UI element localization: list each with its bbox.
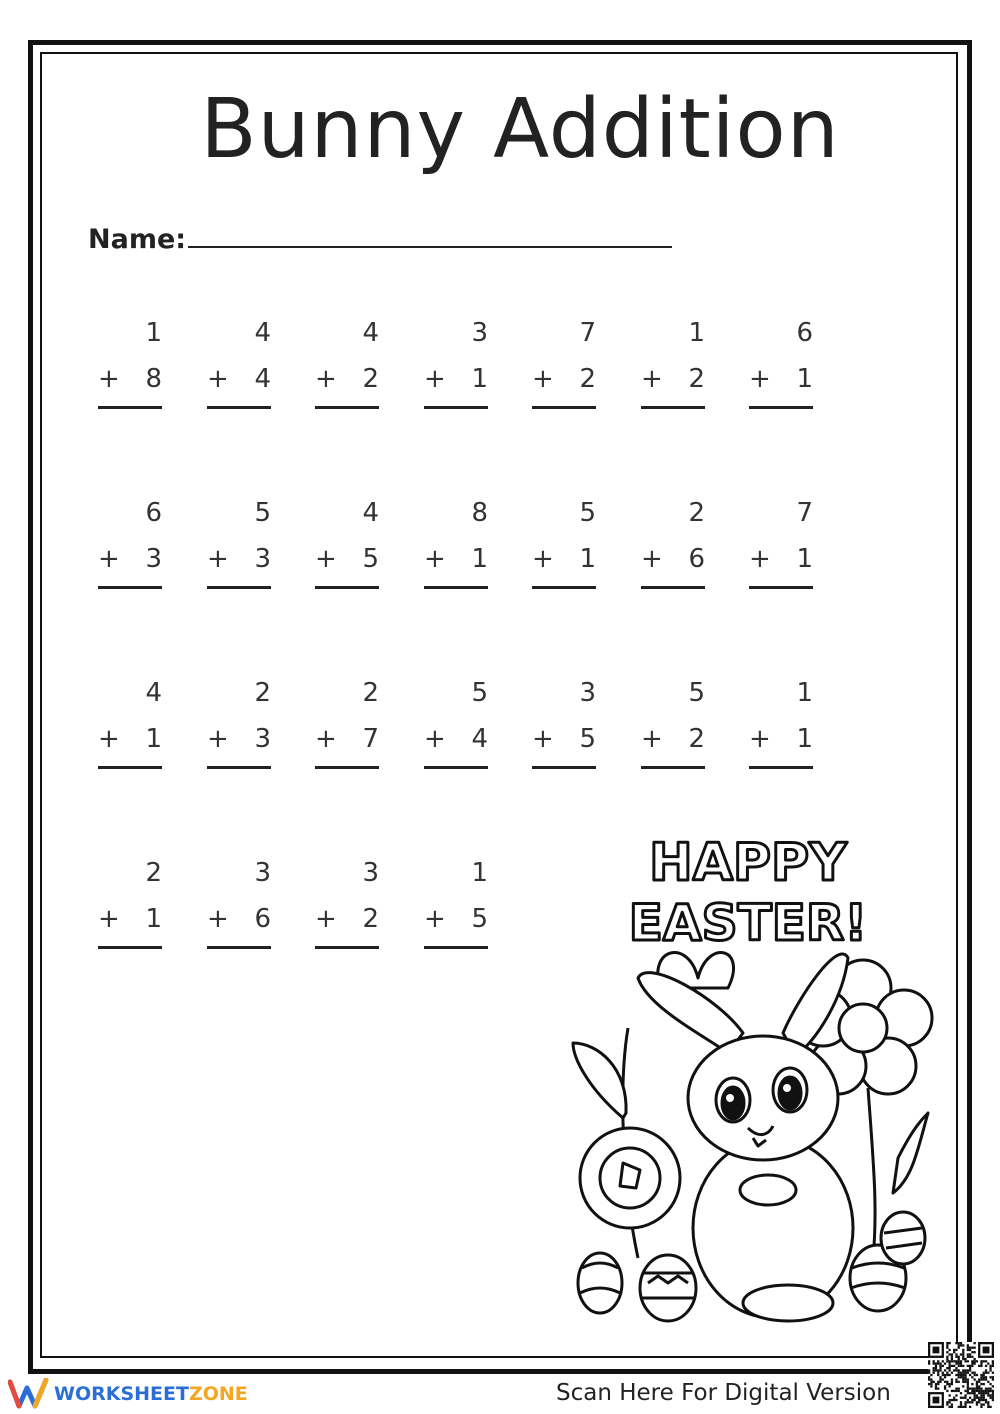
addition-problem	[315, 858, 379, 954]
plus-sign: +	[98, 904, 120, 934]
answer-line[interactable]	[424, 586, 488, 589]
flower-icon	[839, 1004, 887, 1052]
addend-bottom: 2	[579, 364, 596, 394]
addend-bottom: 1	[796, 364, 813, 394]
worksheetzone-logo[interactable]	[8, 1377, 248, 1411]
plus-sign: +	[641, 544, 663, 574]
addend-bottom: 1	[579, 544, 596, 574]
addend-top: 1	[145, 318, 162, 348]
banner-easter: EASTER!	[628, 894, 868, 952]
plus-sign: +	[424, 904, 446, 934]
answer-line[interactable]	[424, 406, 488, 409]
answer-line[interactable]	[207, 406, 271, 409]
addend-bottom: 5	[471, 904, 488, 934]
addend-bottom: 1	[471, 544, 488, 574]
addition-problem	[532, 678, 596, 774]
addend-top: 5	[254, 498, 271, 528]
addend-top: 5	[579, 498, 596, 528]
addend-top: 3	[579, 678, 596, 708]
plus-sign: +	[98, 364, 120, 394]
plus-sign: +	[641, 364, 663, 394]
addend-top: 3	[362, 858, 379, 888]
addition-problem	[749, 498, 813, 594]
addend-bottom: 2	[688, 364, 705, 394]
addition-problem	[532, 498, 596, 594]
addend-top: 5	[471, 678, 488, 708]
addition-problem	[749, 318, 813, 414]
answer-line[interactable]	[641, 766, 705, 769]
plus-sign: +	[315, 544, 337, 574]
addend-bottom: 1	[796, 544, 813, 574]
answer-line[interactable]	[315, 406, 379, 409]
addition-problem	[98, 498, 162, 594]
easter-bunny-illustration	[568, 828, 938, 1338]
answer-line[interactable]	[207, 586, 271, 589]
addition-problem	[641, 678, 705, 774]
plus-sign: +	[424, 544, 446, 574]
addition-problem	[424, 858, 488, 954]
name-field	[88, 220, 672, 255]
answer-line[interactable]	[532, 586, 596, 589]
addend-top: 5	[688, 678, 705, 708]
plus-sign: +	[98, 724, 120, 754]
addend-bottom: 1	[145, 904, 162, 934]
answer-line[interactable]	[207, 946, 271, 949]
addend-top: 2	[254, 678, 271, 708]
plus-sign: +	[532, 364, 554, 394]
addend-bottom: 2	[688, 724, 705, 754]
brand-name	[54, 1383, 248, 1405]
plus-sign: +	[641, 724, 663, 754]
addend-bottom: 3	[145, 544, 162, 574]
addend-bottom: 5	[362, 544, 379, 574]
plus-sign: +	[207, 904, 229, 934]
name-blank-line[interactable]	[188, 220, 672, 248]
answer-line[interactable]	[315, 766, 379, 769]
addend-top: 1	[471, 858, 488, 888]
addend-bottom: 1	[796, 724, 813, 754]
plus-sign: +	[749, 544, 771, 574]
addend-top: 2	[145, 858, 162, 888]
answer-line[interactable]	[315, 586, 379, 589]
addend-top: 4	[145, 678, 162, 708]
answer-line[interactable]	[424, 946, 488, 949]
addend-top: 4	[254, 318, 271, 348]
answer-line[interactable]	[749, 406, 813, 409]
addend-bottom: 2	[362, 904, 379, 934]
addend-bottom: 6	[688, 544, 705, 574]
addend-bottom: 7	[362, 724, 379, 754]
answer-line[interactable]	[641, 406, 705, 409]
addition-problem	[207, 318, 271, 414]
plus-sign: +	[749, 364, 771, 394]
logo-mark-icon	[8, 1378, 50, 1410]
answer-line[interactable]	[532, 406, 596, 409]
answer-line[interactable]	[532, 766, 596, 769]
answer-line[interactable]	[207, 766, 271, 769]
qr-code-icon[interactable]	[928, 1342, 994, 1408]
plus-sign: +	[207, 364, 229, 394]
addend-bottom: 2	[362, 364, 379, 394]
addition-problem	[207, 858, 271, 954]
answer-line[interactable]	[98, 766, 162, 769]
addend-top: 1	[688, 318, 705, 348]
answer-line[interactable]	[749, 766, 813, 769]
name-label: Name:	[88, 224, 187, 255]
banner-happy: HAPPY	[649, 833, 847, 893]
addend-bottom: 1	[145, 724, 162, 754]
addend-top: 6	[796, 318, 813, 348]
addition-problem	[98, 318, 162, 414]
addend-top: 2	[688, 498, 705, 528]
addition-problem	[424, 678, 488, 774]
plus-sign: +	[424, 724, 446, 754]
plus-sign: +	[315, 904, 337, 934]
addition-problem	[207, 678, 271, 774]
addend-bottom: 3	[254, 544, 271, 574]
addend-bottom: 6	[254, 904, 271, 934]
page-title: Bunny Addition	[200, 82, 840, 177]
brand-part-zone: ZONE	[188, 1383, 248, 1405]
addend-top: 3	[471, 318, 488, 348]
addend-bottom: 8	[145, 364, 162, 394]
addition-problem	[315, 318, 379, 414]
addend-top: 4	[362, 318, 379, 348]
addend-bottom: 5	[579, 724, 596, 754]
plus-sign: +	[315, 724, 337, 754]
addend-top: 3	[254, 858, 271, 888]
addition-problem	[424, 318, 488, 414]
addend-bottom: 4	[254, 364, 271, 394]
addend-top: 6	[145, 498, 162, 528]
addend-bottom: 3	[254, 724, 271, 754]
addition-problem	[749, 678, 813, 774]
answer-line[interactable]	[749, 586, 813, 589]
addend-top: 7	[796, 498, 813, 528]
answer-line[interactable]	[641, 586, 705, 589]
scan-instruction: Scan Here For Digital Version	[556, 1380, 891, 1406]
addend-top: 4	[362, 498, 379, 528]
addend-top: 2	[362, 678, 379, 708]
plus-sign: +	[532, 724, 554, 754]
answer-line[interactable]	[424, 766, 488, 769]
addend-bottom: 4	[471, 724, 488, 754]
plus-sign: +	[424, 364, 446, 394]
addition-problem	[98, 858, 162, 954]
addition-problem	[641, 318, 705, 414]
answer-line[interactable]	[98, 586, 162, 589]
answer-line[interactable]	[315, 946, 379, 949]
addition-problem	[424, 498, 488, 594]
addition-problem	[315, 498, 379, 594]
answer-line[interactable]	[98, 406, 162, 409]
plus-sign: +	[315, 364, 337, 394]
brand-part-worksheet: WORKSHEET	[54, 1383, 189, 1405]
answer-line[interactable]	[98, 946, 162, 949]
addition-problem	[641, 498, 705, 594]
addition-problem	[532, 318, 596, 414]
plus-sign: +	[98, 544, 120, 574]
plus-sign: +	[207, 544, 229, 574]
plus-sign: +	[749, 724, 771, 754]
addend-top: 8	[471, 498, 488, 528]
addition-problem	[315, 678, 379, 774]
addend-bottom: 1	[471, 364, 488, 394]
addition-problem	[98, 678, 162, 774]
addition-problem	[207, 498, 271, 594]
plus-sign: +	[207, 724, 229, 754]
addend-top: 7	[579, 318, 596, 348]
addend-top: 1	[796, 678, 813, 708]
plus-sign: +	[532, 544, 554, 574]
leaf-icon	[573, 1043, 626, 1118]
